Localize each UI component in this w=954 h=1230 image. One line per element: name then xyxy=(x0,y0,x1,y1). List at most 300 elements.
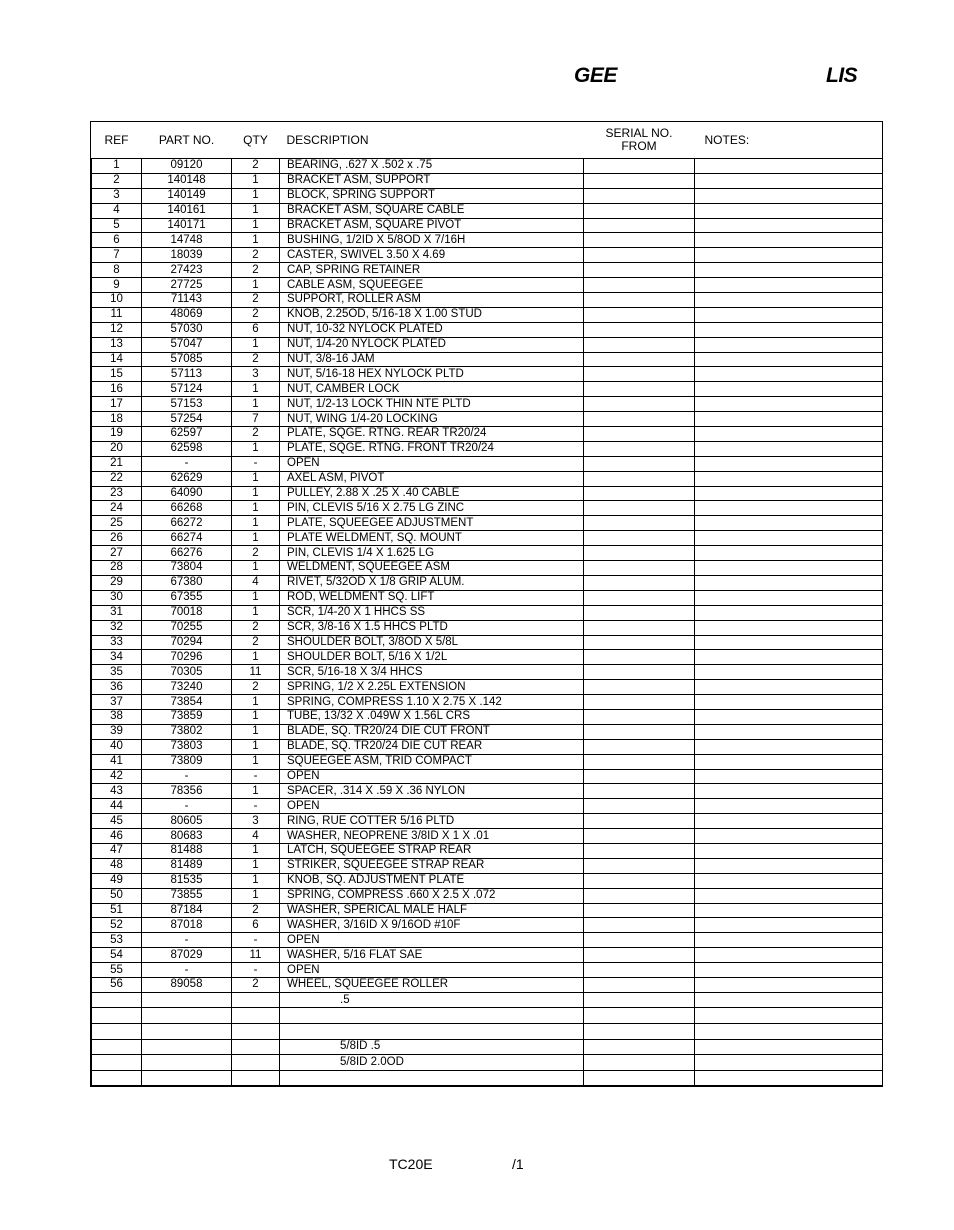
table-row xyxy=(92,620,883,635)
cell-notes xyxy=(695,337,883,352)
cell-part-no: 70296 xyxy=(142,650,232,665)
cell-qty: - xyxy=(232,769,280,784)
cell-notes xyxy=(695,397,883,412)
table-row xyxy=(92,873,883,888)
cell-notes xyxy=(695,963,883,978)
cell-qty: 1 xyxy=(232,501,280,516)
cell-qty: 1 xyxy=(232,858,280,873)
cell-notes xyxy=(695,858,883,873)
cell-notes xyxy=(695,977,883,992)
cell-part-no: 57030 xyxy=(142,322,232,337)
cell-ref: 54 xyxy=(92,948,142,963)
cell-ref: 2 xyxy=(92,173,142,188)
cell-serial xyxy=(584,233,695,248)
cell-part-no: 73859 xyxy=(142,709,232,724)
cell-ref: 15 xyxy=(92,367,142,382)
cell-qty: 1 xyxy=(232,233,280,248)
cell-part-no: - xyxy=(142,799,232,814)
cell-ref: 12 xyxy=(92,322,142,337)
cell-qty: 1 xyxy=(232,739,280,754)
cell-part-no: - xyxy=(142,769,232,784)
table-row xyxy=(92,546,883,561)
cell-description: SCR, 3/8-16 X 1.5 HHCS PLTD xyxy=(280,620,584,635)
cell-description: WASHER, SPERICAL MALE HALF xyxy=(280,903,584,918)
cell-description: BUSHING, 1/2ID X 5/8OD X 7/16H xyxy=(280,233,584,248)
cell-notes xyxy=(695,441,883,456)
cell-part-no: 70018 xyxy=(142,605,232,620)
cell-extra-description xyxy=(280,1024,584,1040)
cell-notes xyxy=(695,159,883,174)
table-row xyxy=(92,903,883,918)
cell-serial xyxy=(584,352,695,367)
cell-part-no: 62598 xyxy=(142,441,232,456)
cell-extra xyxy=(92,1055,142,1071)
cell-serial xyxy=(584,948,695,963)
cell-notes xyxy=(695,188,883,203)
cell-serial xyxy=(584,531,695,546)
cell-description: OPEN xyxy=(280,456,584,471)
cell-description: OPEN xyxy=(280,963,584,978)
cell-part-no: 87018 xyxy=(142,918,232,933)
cell-notes xyxy=(695,307,883,322)
cell-ref: 5 xyxy=(92,218,142,233)
cell-extra xyxy=(695,1024,883,1040)
cell-ref: 43 xyxy=(92,784,142,799)
cell-notes xyxy=(695,754,883,769)
cell-notes xyxy=(695,278,883,293)
cell-extra xyxy=(142,1008,232,1024)
cell-qty: 11 xyxy=(232,948,280,963)
cell-ref: 34 xyxy=(92,650,142,665)
cell-serial xyxy=(584,724,695,739)
cell-qty: 2 xyxy=(232,903,280,918)
cell-notes xyxy=(695,933,883,948)
cell-qty: 1 xyxy=(232,531,280,546)
cell-extra xyxy=(695,1055,883,1071)
cell-ref: 29 xyxy=(92,575,142,590)
cell-part-no: 57113 xyxy=(142,367,232,382)
cell-qty: 1 xyxy=(232,873,280,888)
table-row xyxy=(92,427,883,442)
cell-notes xyxy=(695,412,883,427)
cell-ref: 16 xyxy=(92,382,142,397)
cell-notes xyxy=(695,456,883,471)
cell-part-no: 89058 xyxy=(142,977,232,992)
cell-description: WELDMENT, SQUEEGEE ASM xyxy=(280,561,584,576)
table-row xyxy=(92,397,883,412)
cell-description: AXEL ASM, PIVOT xyxy=(280,471,584,486)
cell-ref: 3 xyxy=(92,188,142,203)
cell-qty: 11 xyxy=(232,665,280,680)
cell-extra xyxy=(142,1039,232,1055)
cell-serial xyxy=(584,501,695,516)
cell-description: TUBE, 13/32 X .049W X 1.56L CRS xyxy=(280,709,584,724)
cell-description: PULLEY, 2.88 X .25 X .40 CABLE xyxy=(280,486,584,501)
table-row xyxy=(92,203,883,218)
cell-ref: 11 xyxy=(92,307,142,322)
table-row xyxy=(92,352,883,367)
cell-description: BLADE, SQ. TR20/24 DIE CUT FRONT xyxy=(280,724,584,739)
cell-ref: 41 xyxy=(92,754,142,769)
cell-serial xyxy=(584,248,695,263)
cell-part-no: 87184 xyxy=(142,903,232,918)
cell-notes xyxy=(695,665,883,680)
cell-extra xyxy=(695,1070,883,1086)
cell-notes xyxy=(695,233,883,248)
cell-extra xyxy=(92,1008,142,1024)
cell-description: PLATE, SQUEEGEE ADJUSTMENT xyxy=(280,516,584,531)
cell-description: CABLE ASM, SQUEEGEE xyxy=(280,278,584,293)
table-row xyxy=(92,754,883,769)
cell-serial xyxy=(584,799,695,814)
cell-extra-description xyxy=(280,1070,584,1086)
cell-notes xyxy=(695,173,883,188)
cell-description: NUT, WING 1/4-20 LOCKING xyxy=(280,412,584,427)
table-row xyxy=(92,233,883,248)
cell-qty: 1 xyxy=(232,337,280,352)
table-row xyxy=(92,173,883,188)
cell-qty: - xyxy=(232,799,280,814)
cell-ref: 24 xyxy=(92,501,142,516)
cell-part-no: 87029 xyxy=(142,948,232,963)
cell-description: CASTER, SWIVEL 3.50 X 4.69 xyxy=(280,248,584,263)
cell-serial xyxy=(584,680,695,695)
cell-qty: 1 xyxy=(232,173,280,188)
cell-description: NUT, 3/8-16 JAM xyxy=(280,352,584,367)
cell-notes xyxy=(695,427,883,442)
cell-part-no: 62629 xyxy=(142,471,232,486)
cell-serial xyxy=(584,665,695,680)
cell-serial xyxy=(584,188,695,203)
cell-description: OPEN xyxy=(280,769,584,784)
cell-qty: 1 xyxy=(232,561,280,576)
table-row-extra xyxy=(92,1024,883,1040)
cell-description: STRIKER, SQUEEGEE STRAP REAR xyxy=(280,858,584,873)
table-row xyxy=(92,829,883,844)
cell-part-no: 140161 xyxy=(142,203,232,218)
cell-description: NUT, 10-32 NYLOCK PLATED xyxy=(280,322,584,337)
cell-extra xyxy=(142,1024,232,1040)
cell-ref: 38 xyxy=(92,709,142,724)
table-row xyxy=(92,322,883,337)
cell-serial xyxy=(584,963,695,978)
cell-part-no: 18039 xyxy=(142,248,232,263)
cell-serial xyxy=(584,873,695,888)
cell-serial xyxy=(584,620,695,635)
cell-ref: 52 xyxy=(92,918,142,933)
cell-description: WHEEL, SQUEEGEE ROLLER xyxy=(280,977,584,992)
cell-serial xyxy=(584,829,695,844)
cell-part-no: 140149 xyxy=(142,188,232,203)
table-row xyxy=(92,516,883,531)
column-header-part-no: PART NO. xyxy=(158,132,215,147)
table-row xyxy=(92,456,883,471)
cell-ref: 56 xyxy=(92,977,142,992)
cell-serial xyxy=(584,843,695,858)
cell-qty: 1 xyxy=(232,471,280,486)
cell-ref: 23 xyxy=(92,486,142,501)
cell-part-no: 80683 xyxy=(142,829,232,844)
cell-notes xyxy=(695,829,883,844)
cell-qty: 1 xyxy=(232,203,280,218)
cell-qty: 2 xyxy=(232,263,280,278)
table-row xyxy=(92,888,883,903)
cell-notes xyxy=(695,620,883,635)
cell-serial xyxy=(584,412,695,427)
table-row xyxy=(92,724,883,739)
cell-ref: 26 xyxy=(92,531,142,546)
cell-notes xyxy=(695,888,883,903)
cell-ref: 13 xyxy=(92,337,142,352)
cell-part-no: 62597 xyxy=(142,427,232,442)
cell-notes xyxy=(695,293,883,308)
cell-part-no: 67355 xyxy=(142,590,232,605)
cell-qty: 1 xyxy=(232,441,280,456)
cell-notes xyxy=(695,695,883,710)
cell-notes xyxy=(695,367,883,382)
cell-notes xyxy=(695,769,883,784)
cell-notes xyxy=(695,322,883,337)
cell-notes xyxy=(695,784,883,799)
cell-serial xyxy=(584,903,695,918)
table-row xyxy=(92,650,883,665)
table-row xyxy=(92,948,883,963)
table-row xyxy=(92,963,883,978)
table-row xyxy=(92,575,883,590)
cell-description: PLATE, SQGE. RTNG. REAR TR20/24 xyxy=(280,427,584,442)
cell-notes xyxy=(695,814,883,829)
cell-description: RIVET, 5/32OD X 1/8 GRIP ALUM. xyxy=(280,575,584,590)
table-row xyxy=(92,843,883,858)
cell-qty: 1 xyxy=(232,888,280,903)
cell-part-no: 73855 xyxy=(142,888,232,903)
cell-part-no: 71143 xyxy=(142,293,232,308)
cell-part-no: 57124 xyxy=(142,382,232,397)
cell-serial xyxy=(584,337,695,352)
cell-description: ROD, WELDMENT SQ. LIFT xyxy=(280,590,584,605)
cell-extra xyxy=(232,1008,280,1024)
cell-qty: 1 xyxy=(232,188,280,203)
cell-description: BRACKET ASM, SQUARE CABLE xyxy=(280,203,584,218)
cell-extra-description xyxy=(280,1008,584,1024)
table-row xyxy=(92,159,883,174)
cell-part-no: 73804 xyxy=(142,561,232,576)
table-row xyxy=(92,695,883,710)
cell-notes xyxy=(695,650,883,665)
cell-notes xyxy=(695,799,883,814)
cell-notes xyxy=(695,918,883,933)
cell-serial xyxy=(584,546,695,561)
cell-description: WASHER, 5/16 FLAT SAE xyxy=(280,948,584,963)
cell-description: SQUEEGEE ASM, TRID COMPACT xyxy=(280,754,584,769)
cell-extra-description: 5/8ID 2.0OD xyxy=(280,1055,584,1071)
cell-description: KNOB, SQ. ADJUSTMENT PLATE xyxy=(280,873,584,888)
cell-ref: 7 xyxy=(92,248,142,263)
table-row xyxy=(92,293,883,308)
cell-ref: 53 xyxy=(92,933,142,948)
cell-ref: 25 xyxy=(92,516,142,531)
cell-part-no: 73809 xyxy=(142,754,232,769)
table-row xyxy=(92,561,883,576)
cell-qty: 1 xyxy=(232,605,280,620)
table-row xyxy=(92,367,883,382)
cell-notes xyxy=(695,873,883,888)
cell-qty: 6 xyxy=(232,322,280,337)
table-row xyxy=(92,814,883,829)
cell-serial xyxy=(584,590,695,605)
cell-serial xyxy=(584,918,695,933)
cell-description: SPRING, COMPRESS 1.10 X 2.75 X .142 xyxy=(280,695,584,710)
cell-ref: 18 xyxy=(92,412,142,427)
cell-qty: 1 xyxy=(232,397,280,412)
cell-qty: 1 xyxy=(232,650,280,665)
table-row xyxy=(92,799,883,814)
cell-part-no: 66272 xyxy=(142,516,232,531)
cell-qty: 1 xyxy=(232,695,280,710)
cell-ref: 1 xyxy=(92,159,142,174)
cell-part-no: 73802 xyxy=(142,724,232,739)
cell-serial xyxy=(584,888,695,903)
cell-ref: 39 xyxy=(92,724,142,739)
cell-extra xyxy=(92,1070,142,1086)
cell-description: SHOULDER BOLT, 5/16 X 1/2L xyxy=(280,650,584,665)
cell-notes xyxy=(695,561,883,576)
cell-ref: 42 xyxy=(92,769,142,784)
cell-serial xyxy=(584,382,695,397)
cell-notes xyxy=(695,248,883,263)
cell-part-no: 66268 xyxy=(142,501,232,516)
cell-ref: 4 xyxy=(92,203,142,218)
table-row xyxy=(92,248,883,263)
cell-part-no: 140171 xyxy=(142,218,232,233)
cell-serial xyxy=(584,159,695,174)
cell-description: NUT, 5/16-18 HEX NYLOCK PLTD xyxy=(280,367,584,382)
table-row xyxy=(92,977,883,992)
cell-ref: 50 xyxy=(92,888,142,903)
cell-notes xyxy=(695,709,883,724)
table-row xyxy=(92,918,883,933)
column-header-serial xyxy=(584,122,695,159)
table-row xyxy=(92,665,883,680)
cell-description: OPEN xyxy=(280,799,584,814)
cell-serial xyxy=(584,575,695,590)
cell-serial xyxy=(584,218,695,233)
cell-notes xyxy=(695,590,883,605)
table-row-extra xyxy=(92,992,883,1008)
cell-serial xyxy=(584,814,695,829)
cell-description: PIN, CLEVIS 5/16 X 2.75 LG ZINC xyxy=(280,501,584,516)
cell-notes xyxy=(695,531,883,546)
cell-extra xyxy=(695,992,883,1008)
cell-ref: 33 xyxy=(92,635,142,650)
cell-ref: 35 xyxy=(92,665,142,680)
cell-extra xyxy=(232,1024,280,1040)
cell-part-no: 78356 xyxy=(142,784,232,799)
cell-notes xyxy=(695,575,883,590)
cell-qty: 1 xyxy=(232,754,280,769)
cell-serial xyxy=(584,263,695,278)
cell-part-no: 70294 xyxy=(142,635,232,650)
cell-serial xyxy=(584,278,695,293)
column-header-serial-line2: FROM xyxy=(621,139,657,153)
cell-qty: 2 xyxy=(232,159,280,174)
cell-description: BLADE, SQ. TR20/24 DIE CUT REAR xyxy=(280,739,584,754)
cell-extra xyxy=(695,1039,883,1055)
table-row xyxy=(92,605,883,620)
cell-notes xyxy=(695,471,883,486)
table-row xyxy=(92,441,883,456)
table-row xyxy=(92,680,883,695)
cell-ref: 32 xyxy=(92,620,142,635)
cell-ref: 49 xyxy=(92,873,142,888)
cell-part-no: 14748 xyxy=(142,233,232,248)
cell-part-no: 27423 xyxy=(142,263,232,278)
cell-serial xyxy=(584,739,695,754)
cell-serial xyxy=(584,397,695,412)
cell-serial xyxy=(584,754,695,769)
cell-ref: 46 xyxy=(92,829,142,844)
cell-notes xyxy=(695,203,883,218)
cell-part-no: 66276 xyxy=(142,546,232,561)
footer-model: TC20E xyxy=(389,1156,433,1172)
cell-qty: 2 xyxy=(232,620,280,635)
cell-serial xyxy=(584,977,695,992)
cell-qty: 6 xyxy=(232,918,280,933)
cell-part-no: 57085 xyxy=(142,352,232,367)
cell-ref: 14 xyxy=(92,352,142,367)
table-row xyxy=(92,933,883,948)
cell-part-no: 57047 xyxy=(142,337,232,352)
cell-description: SHOULDER BOLT, 3/8OD X 5/8L xyxy=(280,635,584,650)
cell-part-no: 81488 xyxy=(142,843,232,858)
cell-serial xyxy=(584,322,695,337)
cell-serial xyxy=(584,486,695,501)
cell-extra xyxy=(92,1039,142,1055)
cell-part-no: 57254 xyxy=(142,412,232,427)
cell-description: OPEN xyxy=(280,933,584,948)
cell-qty: 3 xyxy=(232,367,280,382)
cell-serial xyxy=(584,858,695,873)
cell-notes xyxy=(695,263,883,278)
cell-serial xyxy=(584,933,695,948)
parts-table xyxy=(91,122,883,1086)
cell-qty: 1 xyxy=(232,382,280,397)
cell-serial xyxy=(584,427,695,442)
cell-notes xyxy=(695,516,883,531)
cell-notes xyxy=(695,680,883,695)
cell-description: BRACKET ASM, SUPPORT xyxy=(280,173,584,188)
column-header-serial-line1: SERIAL NO. xyxy=(605,126,673,140)
cell-description: BEARING, .627 X .502 x .75 xyxy=(280,159,584,174)
cell-serial xyxy=(584,709,695,724)
cell-part-no: - xyxy=(142,933,232,948)
cell-serial xyxy=(584,650,695,665)
cell-extra-description: 5/8ID .5 xyxy=(280,1039,584,1055)
table-row xyxy=(92,590,883,605)
table-row xyxy=(92,263,883,278)
cell-description: SPACER, .314 X .59 X .36 NYLON xyxy=(280,784,584,799)
cell-serial xyxy=(584,173,695,188)
cell-notes xyxy=(695,546,883,561)
table-row xyxy=(92,412,883,427)
cell-serial xyxy=(584,695,695,710)
cell-extra xyxy=(92,1024,142,1040)
cell-part-no: 73240 xyxy=(142,680,232,695)
cell-ref: 6 xyxy=(92,233,142,248)
cell-notes xyxy=(695,486,883,501)
cell-part-no: 09120 xyxy=(142,159,232,174)
cell-serial xyxy=(584,456,695,471)
